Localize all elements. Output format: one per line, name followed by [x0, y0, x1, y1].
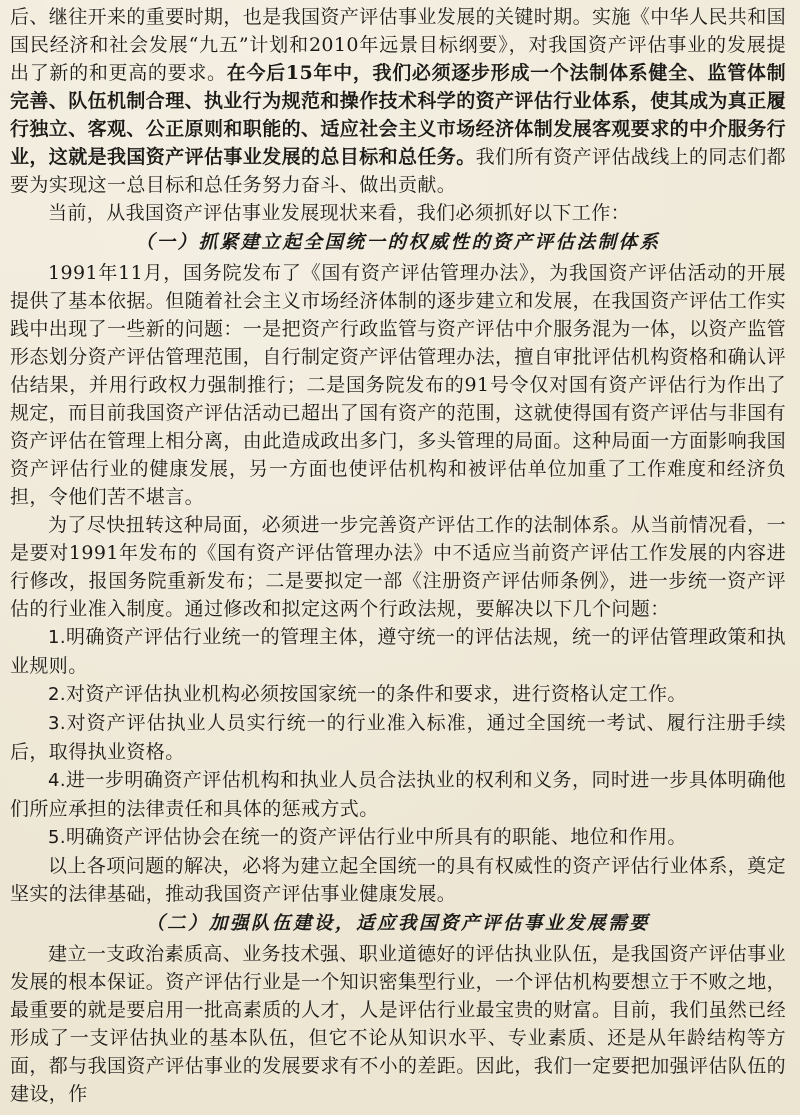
- list-item-number: 3.: [48, 713, 66, 734]
- paragraph-legal-improvement: 为了尽快扭转这种局面，必须进一步完善资产评估工作的法制体系。从当前情况看，一是要对1991年发布的《国有资产评估管理办法》中不适应当前资产评估工作发展的内容进行修改，报国务院重新发布；二是要拟定一部《注册资产评估师条例》，进一步统一资产评估的行业准入制度。通过修改和拟定这两个行政法规，要解决以下几个问题：: [10, 514, 786, 620]
- list-item-number: 5.: [48, 827, 66, 848]
- list-item-text: 进一步明确资产评估机构和执业人员合法执业的权利和义务，同时进一步具体明确他们所应承担的法律责任和具体的惩戒方式。: [10, 769, 786, 820]
- paragraph-regulation-history: 1991年11月，国务院发布了《国有资产评估管理办法》，为我国资产评估活动的开展提供了基本依据。但随着社会主义市场经济体制的逐步建立和发展，在我国资产评估工作实践中出现了一些新的问题：一是把资产行政监管与资产评估中介服务混为一体，以资产监管形态划分资产评估管理范围，自行制定资产评估管理办法，擅自审批评估机构资格和确认评估结果，并用行政权力强制推行；二是国务院发布的91号令仅对国有资产评估行为作出了规定，而目前我国资产评估活动已超出了国有资产的范围，这就使得国有资产评估与非国有资产评估在管理上相分离，由此造成政出多门，多头管理的局面。这种局面一方面影响我国资产评估行业的健康发展，另一方面也使评估机构和被评估单位加重了工作难度和经济负担，令他们苦不堪言。: [10, 262, 787, 508]
- list-item-number: 1.: [48, 627, 66, 648]
- list-item-4: [10, 766, 786, 823]
- list-item-5: [10, 823, 786, 852]
- section-heading-2: （二）加强队伍建设，适应我国资产评估事业发展需要: [145, 913, 650, 934]
- list-item-2: [10, 680, 786, 709]
- list-item-text: 对资产评估执业机构必须按国家统一的条件和要求，进行资格认定工作。: [65, 683, 687, 705]
- list-item-text: 明确资产评估行业统一的管理主体，遵守统一的评估法规，统一的评估管理政策和执业规则。: [10, 626, 786, 677]
- list-item-text: 明确资产评估协会在统一的资产评估行业中所具有的职能、地位和作用。: [65, 826, 687, 848]
- list-item-number: 4.: [48, 770, 66, 791]
- list-item-1: [10, 623, 786, 680]
- paragraph-goals: [10, 3, 786, 199]
- paragraph-team-building: 建立一支政治素质高、业务技术强、职业道德好的评估执业队伍，是我国资产评估事业发展的根本保证。资产评估行业是一个知识密集型行业，一个评估机构要想立于不败之地，最重要的就是要启用一批高素质的人才，人是评估行业最宝贵的财富。目前，我们虽然已经形成了一支评估执业的基本队伍，但它不论从知识水平、专业素质、还是从年龄结构等方面，都与我国资产评估事业的发展要求有不小的差距。因此，我们一定要把加强评估队伍的建设，作: [10, 943, 787, 1105]
- paragraph-goals-lead: 后、继往开来的重要时期，也是我国资产评估事业发展的关键时期。实施《中华人民共和国国民经济和社会发展“九五”计划和2010年远景目标纲要》，对我国资产评估事业的发展提出了新的和更高的要求。: [10, 6, 787, 84]
- list-item-3: [10, 709, 786, 766]
- paragraph-goals-tail: 我们所有资产评估战线上的同志们都要为实现这一总目标和总任务努力奋斗、做出贡献。: [10, 146, 787, 196]
- paragraph-goals-bold: 在今后15年中，我们必须逐步形成一个法制体系健全、监管体制完善、队伍机制合理、执业行为规范和操作技术科学的资产评估行业体系，使其成为真正履行独立、客观、公正原则和职能的、适应社会主义市场经济体制发展客观要求的中介服务行业，这就是我国资产评估事业发展的总目标和总任务。: [10, 62, 787, 168]
- list-item-text: 对资产评估执业人员实行统一的行业准入标准，通过全国统一考试、履行注册手续后，取得执业资格。: [10, 712, 786, 763]
- list-item-number: 2.: [48, 684, 66, 705]
- paragraph-current-tasks: 当前，从我国资产评估事业发展现状来看，我们必须抓好以下工作：: [48, 202, 631, 224]
- section-heading-1: （一）抓紧建立起全国统一的权威性的资产评估法制体系: [135, 232, 661, 253]
- paragraph-legal-foundation: 以上各项问题的解决，必将为建立起全国统一的具有权威性的资产评估行业体系，奠定坚实的法律基础，推动我国资产评估事业健康发展。: [10, 855, 786, 905]
